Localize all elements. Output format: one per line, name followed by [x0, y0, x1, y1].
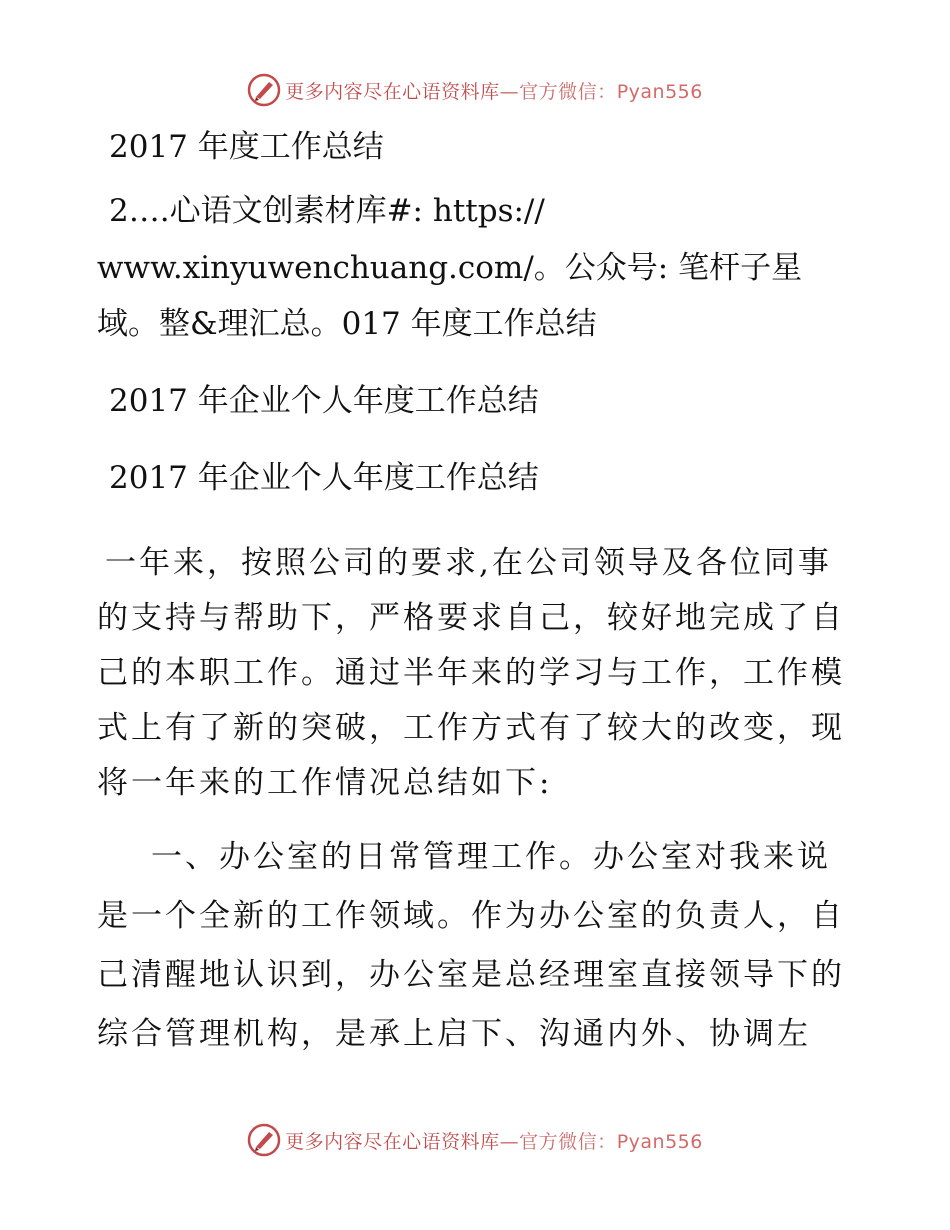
document-body — [97, 125, 857, 1059]
para1-line-5: 将一年来的工作情况总结如下: — [97, 765, 553, 801]
header-watermark — [0, 70, 950, 110]
watermark-group-bottom — [247, 1123, 703, 1157]
para1-line-3: 己的本职工作。通过半年来的学习与工作，工作模 — [97, 655, 845, 691]
para2-line-2: 是一个全新的工作领域。作为办公室的负责人，自 — [97, 898, 845, 934]
intro-line-2: www.xinyuwenchuang.com/。公众号: 笔杆子星 — [97, 250, 803, 286]
intro-line-3: 域。整&理汇总。017 年度工作总结 — [97, 306, 597, 342]
para1-line-2: 的支持与帮助下，严格要求自己，较好地完成了自 — [97, 600, 845, 636]
para2-line-1: 一、办公室的日常管理工作。办公室对我来说 — [117, 839, 831, 875]
watermark-text-bottom — [285, 1127, 703, 1154]
paragraph-1 — [97, 538, 857, 808]
watermark-dash-bottom: — — [499, 1130, 520, 1153]
pen-logo-icon — [247, 73, 281, 107]
watermark-official-bottom: 官方微信： — [519, 1130, 617, 1153]
document-title: 2017 年度工作总结 — [109, 129, 384, 165]
para2-line-3: 己清醒地认识到，办公室是总经理室直接领导下的 — [97, 957, 845, 993]
subtitle-1: 2017 年企业个人年度工作总结 — [109, 383, 539, 419]
intro-block — [97, 191, 857, 344]
subtitle-2: 2017 年企业个人年度工作总结 — [109, 460, 539, 496]
para1-line-4: 式上有了新的突破，工作方式有了较大的改变，现 — [97, 710, 845, 746]
watermark-text — [285, 77, 703, 104]
watermark-main-bottom: 更多内容尽在心语资料库 — [285, 1130, 500, 1153]
watermark-dash: — — [499, 80, 520, 103]
watermark-account: Pyan556 — [616, 80, 703, 103]
footer-watermark — [0, 1120, 950, 1160]
para1-line-1: 一年来，按照公司的要求,在公司领导及各位同事 — [105, 545, 832, 581]
watermark-official: 官方微信： — [519, 80, 617, 103]
intro-line-1: 2….心语文创素材库#: https:// — [109, 193, 545, 229]
para2-line-4: 综合管理机构，是承上启下、沟通内外、协调左 — [97, 1016, 811, 1052]
watermark-main: 更多内容尽在心语资料库 — [285, 80, 500, 103]
watermark-account-bottom: Pyan556 — [616, 1130, 703, 1153]
watermark-group — [247, 73, 703, 107]
pen-logo-icon — [247, 1123, 281, 1157]
paragraph-2 — [97, 832, 857, 1059]
